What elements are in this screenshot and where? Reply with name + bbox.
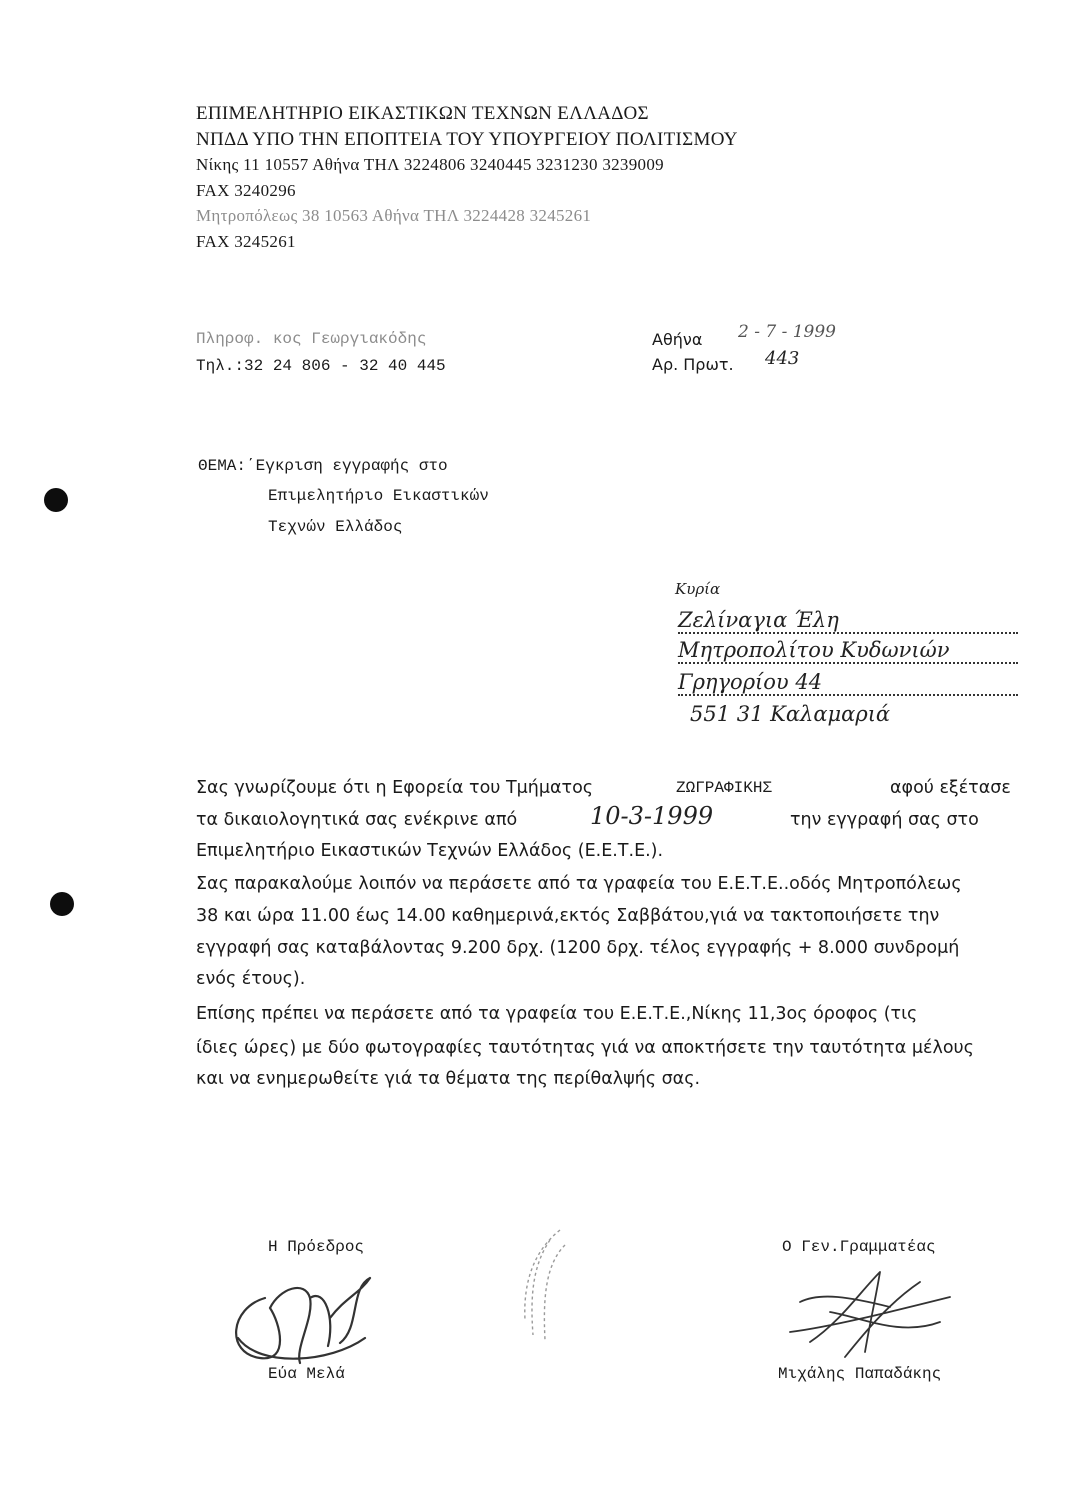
letterhead-address-1: Νίκης 11 10557 Αθήνα ΤΗΛ 3224806 3240445 3231230 3239009 bbox=[196, 155, 664, 174]
body-p1-line2-end: την εγγραφή σας στο bbox=[790, 810, 979, 830]
body-department: ΖΩΓΡΑΦΙΚΗΣ bbox=[676, 779, 773, 797]
protocol-number: 443 bbox=[765, 348, 800, 369]
subject-line-2: Επιμελητήριο Εικαστικών bbox=[268, 487, 489, 505]
contact-person: Πληροφ. κος Γεωργιακόδης bbox=[196, 330, 427, 348]
letterhead-fax-1: FAX 3240296 bbox=[196, 181, 296, 200]
signature-left-scribble bbox=[210, 1268, 390, 1378]
body-approval-date: 10-3-1999 bbox=[590, 802, 714, 830]
body-p3-line3: και να ενημερωθείτε γιά τα θέματα της περίθαλψής σας. bbox=[196, 1069, 701, 1089]
letterhead-org-status: ΝΠΔΔ ΥΠΟ ΤΗΝ ΕΠΟΠΤΕΙΑ ΤΟΥ ΥΠΟΥΡΓΕΙΟΥ ΠΟΛΙΤΙΣΜΟΥ bbox=[196, 129, 738, 150]
letterhead-org-name: ΕΠΙΜΕΛΗΤΗΡΙΟ ΕΙΚΑΣΤΙΚΩΝ ΤΕΧΝΩΝ ΕΛΛΑΔΟΣ bbox=[196, 103, 649, 124]
subject-line-1: ΘΕΜΑ:΄Εγκριση εγγραφής στο bbox=[198, 457, 448, 475]
punch-hole-bottom bbox=[50, 892, 74, 916]
body-p2-line3: εγγραφή σας καταβάλοντας 9.200 δρχ. (1200 δρχ. τέλος εγγραφής + 8.000 συνδρομή bbox=[196, 938, 960, 958]
contact-phone: Τηλ.:32 24 806 - 32 40 445 bbox=[196, 357, 446, 375]
protocol-label: Αρ. Πρωτ. bbox=[652, 355, 734, 374]
subject-line-3: Τεχνών Ελλάδος bbox=[268, 518, 403, 536]
letterhead-address-2: Μητροπόλεως 38 10563 Αθήνα ΤΗΛ 3224428 3245261 bbox=[196, 206, 592, 225]
recipient-street: Μητροπολίτου Κυδωνιών bbox=[678, 638, 1018, 664]
body-p1-start: Σας γνωρίζουμε ότι η Εφορεία του Τμήματος bbox=[196, 778, 594, 798]
body-p3-line2: ίδιες ώρες) με δύο φωτογραφίες ταυτότητας γιά να αποκτήσετε την ταυτότητα μέλους bbox=[196, 1038, 974, 1058]
body-p2-line1: Σας παρακαλούμε λοιπόν να περάσετε από τα γραφεία του Ε.Ε.Τ.Ε..οδός Μητροπόλεως bbox=[196, 874, 962, 894]
letter-date: 2 - 7 - 1999 bbox=[738, 322, 836, 342]
signature-right-scribble bbox=[770, 1262, 970, 1362]
punch-hole-top bbox=[44, 488, 68, 512]
body-p1-line3: Επιμελητήριο Εικαστικών Τεχνών Ελλάδος (Ε.Ε.Τ.Ε.). bbox=[196, 841, 664, 861]
body-p2-line2: 38 και ώρα 11.00 έως 14.00 καθημερινά,εκτός Σαββάτου,γιά να τακτοποιήσετε την bbox=[196, 906, 940, 926]
signer-right-name: Μιχάλης Παπαδάκης bbox=[778, 1365, 942, 1383]
letterhead-fax-2: FAX 3245261 bbox=[196, 232, 296, 251]
body-p2-line4: ενός έτους). bbox=[196, 969, 306, 989]
recipient-title: Κυρία bbox=[675, 580, 721, 598]
signer-left-title: Η Πρόεδρος bbox=[268, 1238, 365, 1256]
city-label: Αθήνα bbox=[652, 330, 703, 349]
recipient-name: Ζελίναγια Έλη bbox=[678, 608, 1018, 634]
body-p3-line1: Επίσης πρέπει να περάσετε από τα γραφεία του Ε.Ε.Τ.Ε.,Νίκης 11,3ος όροφος (τις bbox=[196, 1004, 918, 1024]
body-p1-line2: τα δικαιολογητικά σας ενέκρινε από bbox=[196, 810, 518, 830]
recipient-street-number: Γρηγορίου 44 bbox=[678, 670, 1018, 696]
body-p1-continue: αφού εξέτασε bbox=[890, 778, 1011, 798]
official-stamp-mark bbox=[505, 1225, 575, 1345]
signer-right-title: Ο Γεν.Γραμματέας bbox=[782, 1238, 936, 1256]
recipient-city: 551 31 Καλαμαριά bbox=[690, 702, 891, 726]
signer-left-name: Εύα Μελά bbox=[268, 1365, 345, 1383]
